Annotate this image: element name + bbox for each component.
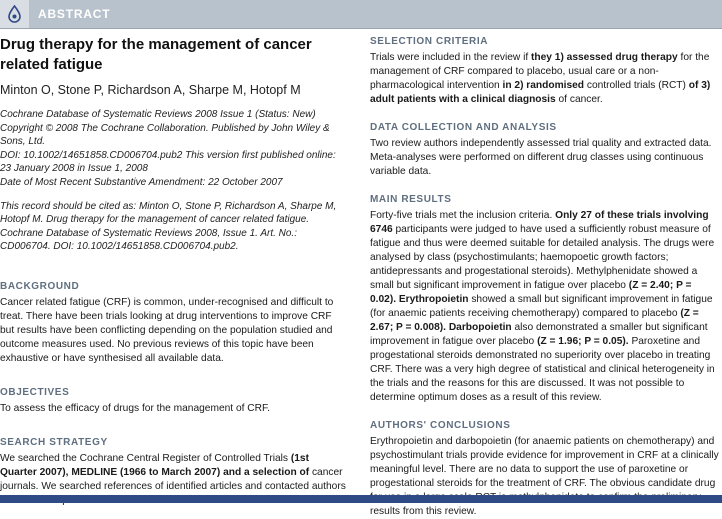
text-run: We searched the Cochrane Central Register of Controlled Trials — [0, 452, 291, 464]
meta-line: Copyright © 2008 The Cochrane Collaboration. Published by John Wiley & Sons, Ltd. — [0, 122, 330, 148]
right-column — [370, 35, 720, 519]
section-heading: DATA COLLECTION AND ANALYSIS — [370, 122, 557, 133]
meta-line: 23 January 2008 in Issue 1, 2008 — [0, 163, 148, 175]
text-run: for the management of CRF compared to placebo, usual care or a non-pharmacological intervention — [370, 52, 710, 91]
section-heading: BACKGROUND — [0, 280, 80, 292]
header-label: ABSTRACT — [38, 7, 111, 21]
section-heading: MAIN RESULTS — [370, 194, 452, 205]
publication-meta — [0, 108, 348, 190]
bold-run: (1st Quarter 2007), MEDLINE (1966 to March 2007) and a selection of — [0, 452, 310, 478]
section-text: To assess the efficacy of drugs for the management of CRF. — [0, 402, 270, 414]
text-run: Paroxetine and progestational steroids demonstrated no superiority over placebo in treating CRF. There was a very high degree of statistical and clinical heterogeneity in the trials and the reasons for this are discussed. It was not possible to determine optimum doses as a result of this review. — [370, 336, 715, 403]
meta-line: Date of Most Recent Substantive Amendment: 22 October 2007 — [0, 176, 283, 188]
left-column — [0, 35, 348, 508]
bold-run: (Z = 2.40; P = 0.02). Erythropoietin — [370, 280, 692, 305]
bold-run: they 1) assessed drug therapy — [531, 52, 678, 63]
text-run: of cancer. — [555, 94, 603, 105]
authors-conclusions-section — [370, 419, 720, 519]
section-heading: OBJECTIVES — [0, 386, 70, 398]
text-run: Trials were included in the review if — [370, 52, 531, 63]
bold-run: Only 27 of these trials involving 6746 — [370, 210, 709, 235]
header-icon-box — [0, 0, 29, 28]
text-run: cancer journals. We searched references of identified articles and contacted authors — [0, 466, 346, 492]
citation-note: This record should be cited as: Minton O, Stone P, Richardson A, Sharpe M, Hotopf M. Drug therapy for the management of cancer related fatigue. Cochrane Database of Systematic Reviews 2008, Issue 1. Art. No.: CD006704. DOI: 10.1002/14651858.CD006704.pub2. — [0, 200, 337, 253]
text-run: controlled trials (RCT) — [584, 80, 689, 91]
objectives-section — [0, 386, 348, 416]
bold-run: (Z = 2.67; P = 0.008). Darbopoietin — [370, 308, 699, 333]
section-heading: SELECTION CRITERIA — [370, 36, 489, 47]
drop-icon — [8, 5, 21, 23]
text-run: showed a small but significant improvement in fatigue (for anaemic patients receiving chemotherapy) compared to placebo — [370, 294, 713, 319]
main-results-section — [370, 193, 720, 405]
author-list: Minton O, Stone P, Richardson A, Sharpe M, Hotopf M — [0, 83, 301, 97]
footer-rule — [0, 495, 722, 503]
bold-run: (Z = 1.96; P = 0.05). — [537, 336, 629, 347]
data-collection-section — [370, 121, 720, 179]
abstract-header-bar — [0, 0, 722, 29]
background-section — [0, 280, 348, 366]
section-text — [370, 51, 720, 107]
text-run: participants were judged to have used a sufficiently robust measure of fatigue and thus were deemed suitable for detailed analysis. The drugs were analysed by class (psychostimulants; haemopoetic growth factors; antidepressants and progestational steroids). Methylphenidate showed a small but significant improvement in fatigue over placebo — [370, 224, 715, 291]
bold-run: of 3) adult patients with a clinical diagnosis — [370, 80, 711, 105]
text-run: also demonstrated a smaller but significant improvement in fatigue over placebo — [370, 322, 708, 347]
section-heading: SEARCH STRATEGY — [0, 436, 108, 448]
text-run: Forty-five trials met the inclusion criteria. — [370, 210, 556, 221]
section-text: Cancer related fatigue (CRF) is common, under-recognised and difficult to treat. There have been trials looking at drug interventions to improve CRF but results have been conflicting depending on the population studied and outcome measures used. No previous reviews of this topic have been exhaustive or have synthesised all available data. — [0, 296, 334, 364]
meta-line: DOI: 10.1002/14651858.CD006704.pub2 This version first published online: — [0, 149, 336, 161]
meta-line: Cochrane Database of Systematic Reviews 2008 Issue 1 (Status: New) — [0, 109, 316, 120]
section-text — [370, 209, 720, 405]
section-heading: AUTHORS' CONCLUSIONS — [370, 420, 511, 431]
article-title: Drug therapy for the management of cancer related fatigue — [0, 36, 312, 73]
section-text: Erythropoietin and darbopoietin (for anaemic patients on chemotherapy) and psychostimulant trials provide evidence for improvement in CRF at a clinically meaningful level. There are no data to support the use of paroxetine or progestational steroids for the treatment of CRF. The obvious candidate drug results from this review. — [370, 436, 719, 517]
bold-run: in 2) randomised — [502, 80, 585, 91]
section-text: Two review authors independently assessed trial quality and extracted data. Meta-analyses were performed on different drug classes using continuous variable data. — [370, 138, 712, 177]
selection-criteria-section — [370, 35, 720, 107]
